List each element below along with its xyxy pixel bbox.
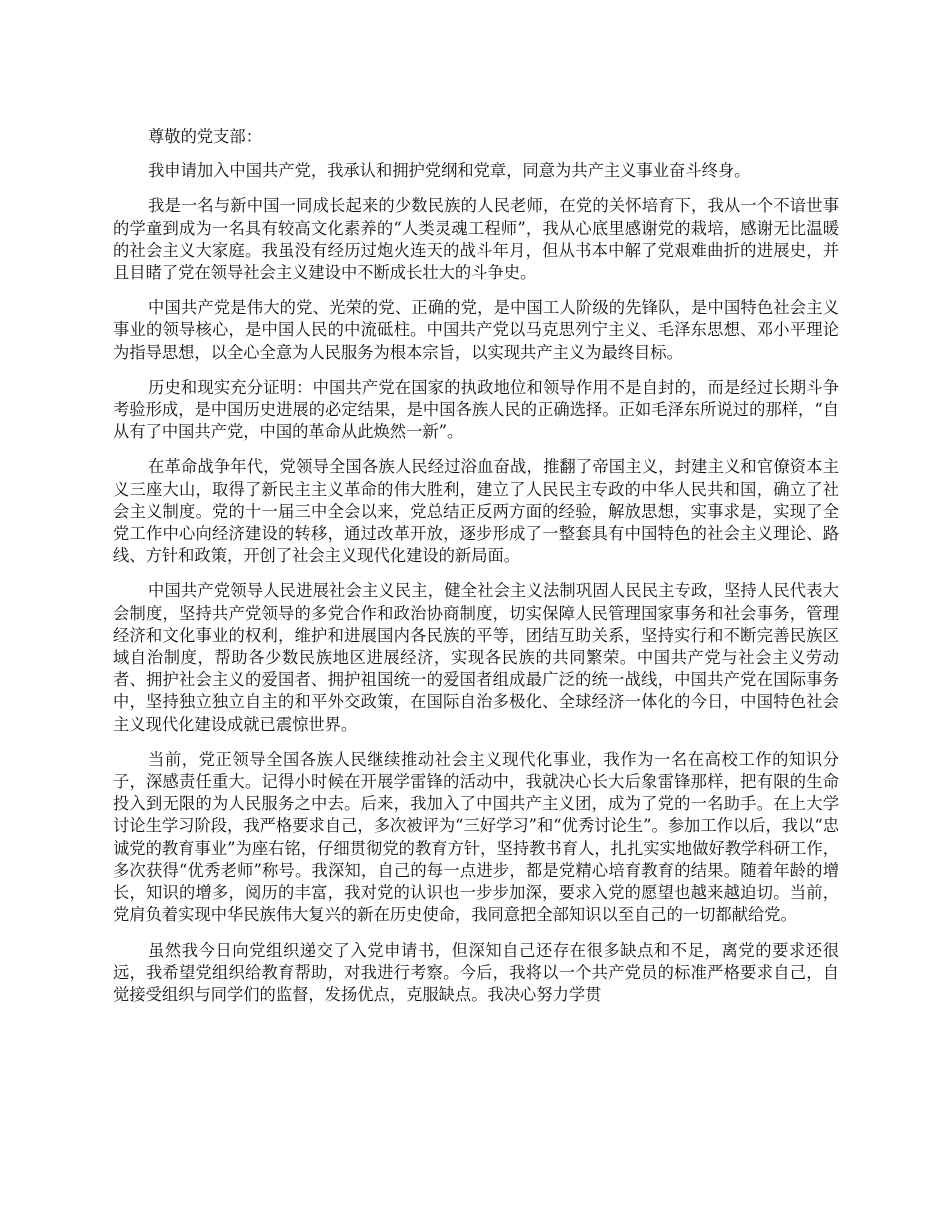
paragraph-self-reflection: 虽然我今日向党组织递交了入党申请书，但深知自己还存在很多缺点和不足，离党的要求还很远，我希望党组织给教育帮助，对我进行考察。今后，我将以一个共产党员的标准严格要求自己，自觉接受组织与同学们的监督，发扬优点，克服缺点。我决心努力学贯 — [113, 940, 839, 1004]
document-page — [113, 126, 839, 1019]
paragraph-party-leadership: 中国共产党领导人民进展社会主义民主，健全社会主义法制巩固人民民主专政，坚持人民代表大会制度，坚持共产党领导的多党合作和政治协商制度，切实保障人民管理国家事务和社会事务，管理经济和文化事业的权利，维护和进展国内各民族的平等，团结互助关系，坚持实行和不断完善民族区域自治制度，帮助各少数民族地区进展经济，实现各民族的共同繁荣。中国共产党与社会主义劳动者、拥护社会主义的爱国者、拥护祖国统一的爱国者组成最广泛的统一战线，中国共产党在国际事务中，坚持独立独立自主的和平外交政策，在国际自治多极化、全球经济一体化的今日，中国特色社会主义现代化建设成就已震惊世界。 — [113, 581, 839, 734]
paragraph-revolutionary-history: 在革命战争年代，党领导全国各族人民经过浴血奋战，推翻了帝国主义，封建主义和官僚资本主义三座大山，取得了新民主主义革命的伟大胜利，建立了人民民主专政的中华人民共和国，确立了社会主义制度。党的十一届三中全会以来，党总结正反两方面的经验，解放思想，实事求是，实现了全党工作中心向经济建设的转移，通过改革开放，逐步形成了一整套具有中国特色的社会主义理论、路线、方针和政策，开创了社会主义现代化建设的新局面。 — [113, 457, 839, 566]
paragraph-application-statement: 我申请加入中国共产党，我承认和拥护党纲和党章，同意为共产主义事业奋斗终身。 — [148, 161, 751, 181]
paragraph-personal-background: 我是一名与新中国一同成长起来的少数民族的人民老师，在党的关怀培育下，我从一个不谙世事的学童到成为一名具有较高文化素养的“人类灵魂工程师”，我从心底里感谢党的栽培，感谢无比温暖的社会主义大家庭。我虽没有经历过炮火连天的战斗年月，但从书本中解了党艰难曲折的进展史，并且目睹了党在领导社会主义建设中不断成长壮大的斗争史。 — [113, 196, 839, 283]
letter-salutation: 尊敬的党支部： — [148, 127, 262, 146]
paragraph-party-nature: 中国共产党是伟大的党、光荣的党、正确的党，是中国工人阶级的先锋队，是中国特色社会主义事业的领导核心，是中国人民的中流砥柱。中国共产党以马克思列宁主义、毛泽东思想、邓小平理论为指导思想，以全心全意为人民服务为根本宗旨，以实现共产主义为最终目标。 — [113, 298, 839, 362]
paragraph-personal-growth: 当前，党正领导全国各族人民继续推动社会主义现代化事业，我作为一名在高校工作的知识分子，深感责任重大。记得小时候在开展学雷锋的活动中，我就决心长大后象雷锋那样，把有限的生命投入到无限的为人民服务之中去。后来，我加入了中国共产主义团，成为了党的一名助手。在上大学讨论生学习阶段，我严格要求自己，多次被评为“三好学习”和“优秀讨论生”。参加工作以后，我以“忠诚党的教育事业”为座右铭，仔细贯彻党的教育方针，坚持教书育人，扎扎实实地做好教学科研工作，多次获得“优秀老师”称号。我深知，自己的每一点进步，都是党精心培育教育的结果。随着年龄的增长，知识的增多，阅历的丰富，我对党的认识也一步步加深，要求入党的愿望也越来越迫切。当前，党肩负着实现中华民族伟大复兴的新在历史使命，我同意把全部知识以至自己的一切都献给党。 — [113, 749, 839, 925]
paragraph-historical-proof: 历史和现实充分证明：中国共产党在国家的执政地位和领导作用不是自封的，而是经过长期斗争考验形成，是中国历史进展的必定结果，是中国各族人民的正确选择。正如毛泽东所说过的那样，“自从有了中国共产党，中国的革命从此焕然一新”。 — [113, 377, 839, 442]
